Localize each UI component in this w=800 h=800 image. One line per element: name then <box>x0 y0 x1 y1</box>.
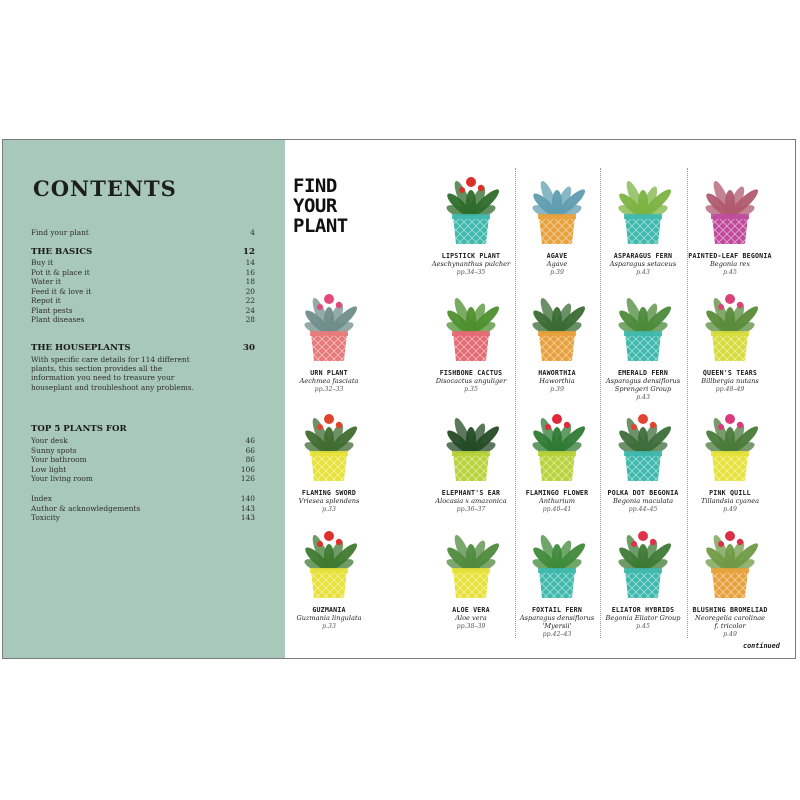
plant-image <box>687 512 773 604</box>
plant-name: ALOE VERA <box>452 606 490 614</box>
plant-card-guzmania[interactable] <box>286 512 372 631</box>
plant-image <box>600 512 686 604</box>
plant-page-ref: pp.44–45 <box>628 506 658 513</box>
plant-page-ref: p.49 <box>723 506 737 513</box>
plant-page-ref: p.43 <box>636 394 650 401</box>
plant-pot <box>712 333 748 361</box>
plant-illustration <box>514 275 600 367</box>
toc-label: Plant pests <box>31 305 73 315</box>
toc-row[interactable] <box>31 296 255 305</box>
toc-label: Low light <box>31 464 67 474</box>
toc-row[interactable] <box>31 436 255 445</box>
plant-name: QUEEN'S TEARS <box>702 369 758 377</box>
plant-card-asparagus[interactable] <box>600 158 686 277</box>
plant-name: ELIATOR HYBRIDS <box>611 606 675 614</box>
plant-pot <box>625 333 661 361</box>
plant-image <box>428 275 514 367</box>
plant-illustration <box>514 158 600 250</box>
plant-pot <box>453 570 489 598</box>
plant-image <box>600 395 686 487</box>
plant-illustration <box>600 395 686 487</box>
plant-name: ELEPHANT'S EAR <box>441 489 501 497</box>
toc-heading-label: TOP 5 PLANTS FOR <box>31 424 127 434</box>
toc-row-toxicity[interactable] <box>31 513 255 522</box>
plant-name: HAWORTHIA <box>538 369 576 377</box>
toc-page: 126 <box>240 474 255 483</box>
plant-card-agave[interactable] <box>514 158 600 277</box>
plant-latin-name: Vriesea splendens <box>298 497 360 505</box>
plant-image <box>286 395 372 487</box>
toc-heading-label: THE HOUSEPLANTS <box>31 343 131 353</box>
toc-page: 66 <box>245 445 255 455</box>
plant-card-polka[interactable] <box>600 395 686 514</box>
toc-label: Your desk <box>31 436 68 445</box>
plant-name: FISHBONE CACTUS <box>439 369 503 377</box>
plant-pot <box>453 333 489 361</box>
plant-pot <box>539 570 575 598</box>
plant-illustration <box>687 275 773 367</box>
toc-page: 22 <box>245 296 255 305</box>
plant-image <box>428 512 514 604</box>
toc-label: Sunny spots <box>31 445 77 455</box>
plant-pot <box>453 453 489 481</box>
plant-name: PAINTED-LEAF BEGONIA <box>688 252 772 260</box>
plant-illustration <box>428 395 514 487</box>
plant-illustration <box>514 512 600 604</box>
plant-pot <box>311 333 347 361</box>
plant-latin-name: Agave <box>546 260 568 268</box>
plant-illustration <box>600 512 686 604</box>
toc-label: Feed it & love it <box>31 286 92 296</box>
plant-page-ref: p.39 <box>550 386 564 393</box>
toc-label: Buy it <box>31 258 54 267</box>
contents-title: CONTENTS <box>33 176 177 201</box>
plant-name: URN PLANT <box>310 369 348 377</box>
title-line: FIND <box>293 175 337 197</box>
plant-pot <box>311 570 347 598</box>
plant-illustration <box>428 158 514 250</box>
plant-image <box>514 275 600 367</box>
plant-card-flaming-sword[interactable] <box>286 395 372 514</box>
plant-name: PINK QUILL <box>709 489 751 497</box>
toc-row[interactable] <box>31 446 255 455</box>
plant-page-ref: p.33 <box>322 623 336 630</box>
toc-label: Repot it <box>31 296 61 305</box>
plant-image <box>428 158 514 250</box>
toc-page: 143 <box>240 513 255 522</box>
plant-image <box>687 395 773 487</box>
toc-page: 4 <box>250 228 255 237</box>
plant-name: FLAMING SWORD <box>301 489 357 497</box>
toc-row-find-your-plant[interactable] <box>31 228 255 237</box>
plant-image <box>600 158 686 250</box>
plant-illustration <box>600 158 686 250</box>
plant-illustration <box>286 275 372 367</box>
plant-card-eliator[interactable] <box>600 512 686 631</box>
plant-illustration <box>428 275 514 367</box>
plant-name: AGAVE <box>546 252 568 260</box>
plant-name: FOXTAIL FERN <box>531 606 583 614</box>
find-your-plant-title <box>293 176 348 236</box>
title-line: YOUR <box>293 195 337 217</box>
plant-image <box>428 395 514 487</box>
plant-name: ASPARAGUS FERN <box>613 252 673 260</box>
plant-image <box>687 275 773 367</box>
plant-pot <box>712 570 748 598</box>
toc-heading-label: THE BASICS <box>31 247 93 257</box>
plant-name: EMERALD FERN <box>617 369 669 377</box>
plant-page-ref: pp.32–33 <box>314 386 344 393</box>
book-spread <box>2 139 796 659</box>
plant-page-ref: p.45 <box>636 623 650 630</box>
plant-page-ref: p.39 <box>550 269 564 276</box>
toc-page: 14 <box>245 258 255 267</box>
toc-heading-page: 30 <box>243 343 255 353</box>
toc-page: 28 <box>245 315 255 324</box>
plant-name: BLUSHING BROMELIAD <box>692 606 768 614</box>
plant-pot <box>539 453 575 481</box>
plant-latin-name-line2: Sprengeri Group <box>614 385 672 393</box>
toc-row[interactable] <box>31 315 255 324</box>
plant-page-ref: p.43 <box>636 269 650 276</box>
plant-illustration <box>687 512 773 604</box>
plant-name: FLAMINGO FLOWER <box>525 489 589 497</box>
toc-page: 16 <box>245 267 255 277</box>
toc-page: 86 <box>245 455 255 464</box>
plant-illustration <box>286 512 372 604</box>
toc-page: 18 <box>245 277 255 286</box>
toc-page: 46 <box>245 436 255 445</box>
toc-row[interactable] <box>31 474 255 483</box>
toc-row[interactable] <box>31 258 255 267</box>
plant-latin-name: Neoregelia carolinae <box>694 614 766 622</box>
plant-latin-name: Asparagus setaceus <box>609 260 677 268</box>
toc-label: Your bathroom <box>31 455 87 464</box>
plant-card-begonia-rex[interactable] <box>687 158 773 277</box>
plant-pot <box>712 453 748 481</box>
plant-illustration <box>600 275 686 367</box>
plant-card-aloe[interactable] <box>428 512 514 631</box>
continued-label: continued <box>743 642 780 650</box>
plant-image <box>286 512 372 604</box>
plant-page-ref: pp.36–37 <box>456 506 486 513</box>
plant-latin-name: Begonia Eliator Group <box>605 614 681 622</box>
toc-page: 140 <box>240 494 255 503</box>
plant-latin-name: Guzmania lingulata <box>296 614 362 622</box>
plant-illustration <box>286 395 372 487</box>
title-line: PLANT <box>293 215 348 237</box>
plant-latin-name: Billbergia nutans <box>701 377 759 385</box>
plant-image <box>514 395 600 487</box>
plant-latin-name-line2: f. tricolor <box>714 622 746 630</box>
plant-latin-name: Alocasia x amazonica <box>435 497 507 505</box>
plant-pot <box>311 453 347 481</box>
toc-page: 106 <box>240 464 255 474</box>
toc-row[interactable] <box>31 287 255 296</box>
plant-pot <box>712 216 748 244</box>
toc-row[interactable] <box>31 465 255 474</box>
plant-latin-name: Asparagus densiflorus <box>519 614 595 622</box>
plant-name: GUZMANIA <box>312 606 346 614</box>
plant-illustration <box>428 512 514 604</box>
plant-page-ref: pp.38–39 <box>456 623 486 630</box>
toc-row-index[interactable] <box>31 494 255 503</box>
houseplants-description: With specific care details for 114 different plants, this section provides all the information you need to treasure your houseplant and troubleshoot any problems. <box>31 355 194 392</box>
plant-pot <box>625 453 661 481</box>
plant-page-ref: pp.48–49 <box>715 386 745 393</box>
plant-card-lipstick[interactable] <box>428 158 514 277</box>
plant-latin-name: Begonia rex <box>709 260 751 268</box>
contents-panel <box>3 140 285 658</box>
plant-name: LIPSTICK PLANT <box>441 252 501 260</box>
plant-page-ref: p.49 <box>723 631 737 638</box>
plant-latin-name: Disocactus anguliger <box>435 377 507 385</box>
plant-card-urn[interactable] <box>286 275 372 394</box>
plant-image <box>687 158 773 250</box>
toc-label: Index <box>31 494 52 503</box>
plant-latin-name: Begonia maculata <box>612 497 674 505</box>
plant-latin-name: Haworthia <box>539 377 575 385</box>
toc-heading-top5[interactable] <box>31 425 255 434</box>
plant-illustration <box>687 158 773 250</box>
plant-latin-name: Aeschynanthus pulcher <box>431 260 511 268</box>
plant-card-queens-tears[interactable] <box>687 275 773 394</box>
plant-pot <box>625 570 661 598</box>
plant-page-ref: pp.40–41 <box>542 506 572 513</box>
toc-row-author[interactable] <box>31 504 255 513</box>
plant-card-haworthia[interactable] <box>514 275 600 394</box>
toc-label: Find your plant <box>31 228 89 237</box>
plant-card-emerald[interactable] <box>600 275 686 402</box>
plant-latin-name: Aechmea fasciata <box>299 377 359 385</box>
plant-latin-name: Aloe vera <box>455 614 487 622</box>
plant-pot <box>625 216 661 244</box>
toc-label: Plant diseases <box>31 315 85 324</box>
toc-label: Water it <box>31 277 61 286</box>
toc-page: 24 <box>245 305 255 315</box>
toc-label: Pot it & place it <box>31 267 90 277</box>
toc-row[interactable] <box>31 306 255 315</box>
plant-latin-name: Anthurium <box>539 497 575 505</box>
toc-row[interactable] <box>31 268 255 277</box>
plant-card-flamingo[interactable] <box>514 395 600 514</box>
plant-image <box>600 275 686 367</box>
plant-name: POLKA DOT BEGONIA <box>607 489 679 497</box>
plant-pot <box>453 216 489 244</box>
plant-card-foxtail[interactable] <box>514 512 600 639</box>
plant-card-fishbone[interactable] <box>428 275 514 394</box>
plant-card-pink-quill[interactable] <box>687 395 773 514</box>
toc-heading-houseplants[interactable] <box>31 344 255 353</box>
toc-label: Author & acknowledgements <box>31 503 141 513</box>
plant-illustration <box>514 395 600 487</box>
plant-card-bromeliad[interactable] <box>687 512 773 639</box>
toc-heading-basics[interactable] <box>31 248 255 257</box>
toc-label: Toxicity <box>31 513 60 522</box>
toc-row[interactable] <box>31 277 255 286</box>
plant-latin-name: Asparagus densiflorus <box>605 377 681 385</box>
toc-page: 20 <box>245 286 255 296</box>
plant-image <box>286 275 372 367</box>
plant-illustration <box>687 395 773 487</box>
toc-row[interactable] <box>31 455 255 464</box>
plant-image <box>514 158 600 250</box>
toc-page: 143 <box>240 503 255 513</box>
plant-pot <box>539 216 575 244</box>
plant-page-ref: p.35 <box>464 386 478 393</box>
plant-page-ref: pp.42–43 <box>542 631 572 638</box>
plant-page-ref: pp.34–35 <box>456 269 486 276</box>
plant-image <box>514 512 600 604</box>
plant-latin-name-line2: 'Myersii' <box>542 622 572 630</box>
plant-page-ref: p.45 <box>723 269 737 276</box>
plant-page-ref: p.33 <box>322 506 336 513</box>
toc-label: Your living room <box>31 474 93 483</box>
plant-pot <box>539 333 575 361</box>
plant-card-elephants-ear[interactable] <box>428 395 514 514</box>
toc-heading-page: 12 <box>243 247 255 257</box>
plant-latin-name: Tillandsia cyanea <box>700 497 760 505</box>
